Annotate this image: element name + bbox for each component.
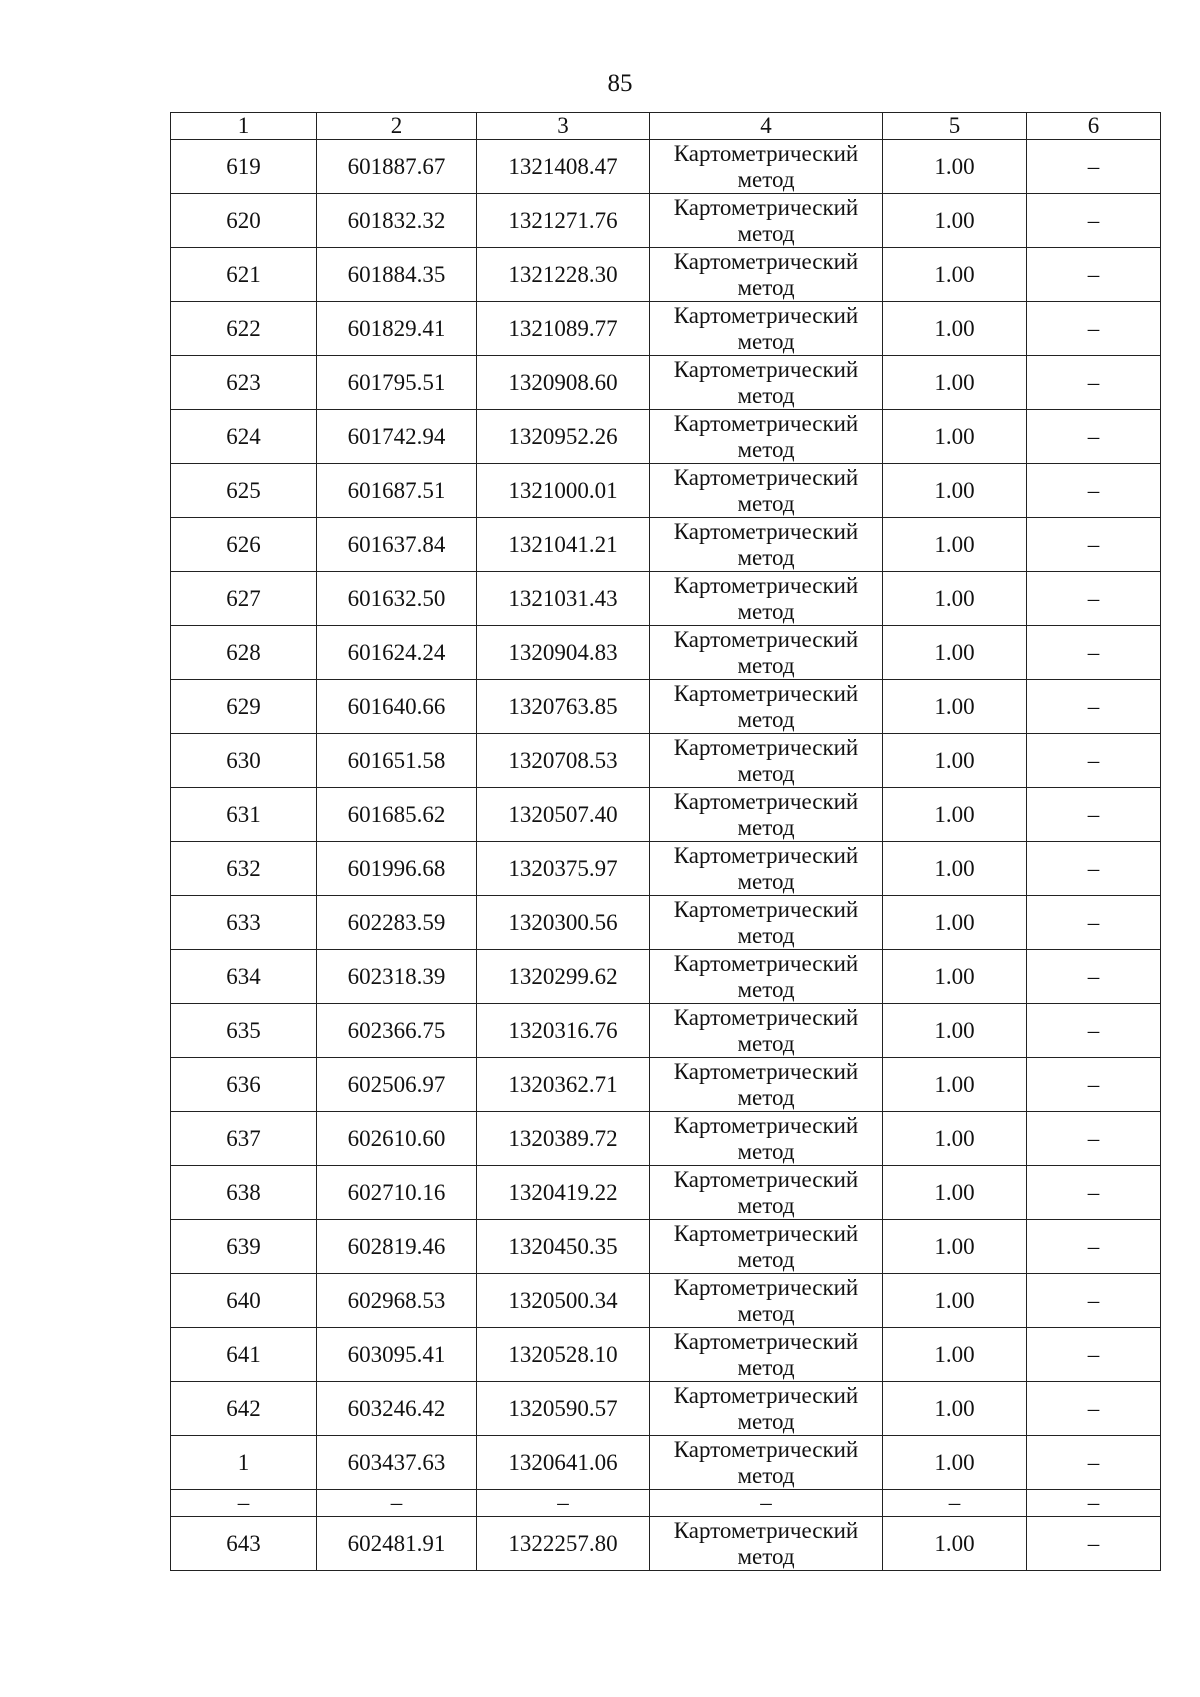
accuracy-cell: 1.00 [883, 896, 1027, 950]
y-coordinate-cell: 1320362.71 [477, 1058, 650, 1112]
y-coordinate-cell: 1321408.47 [477, 140, 650, 194]
accuracy-cell: 1.00 [883, 1328, 1027, 1382]
table-row [171, 788, 1161, 842]
note-cell: – [1027, 1058, 1161, 1112]
method-line1: Картометрический [673, 1004, 859, 1030]
x-coordinate-cell: 601829.41 [317, 302, 477, 356]
method-line2: метод [737, 1462, 795, 1488]
note-cell: – [1027, 410, 1161, 464]
table-row [171, 1382, 1161, 1436]
table-row [171, 1166, 1161, 1220]
y-coordinate-cell: 1320952.26 [477, 410, 650, 464]
method-line2: метод [737, 382, 795, 408]
method-line2: метод [737, 328, 795, 354]
method-cell [650, 1058, 883, 1112]
table-row [171, 680, 1161, 734]
point-number-cell: 630 [171, 734, 317, 788]
method-line2: метод [737, 976, 795, 1002]
y-coordinate-cell: 1320299.62 [477, 950, 650, 1004]
method-line2: метод [737, 436, 795, 462]
method-cell [650, 896, 883, 950]
y-coordinate-cell: 1321271.76 [477, 194, 650, 248]
table-row [171, 140, 1161, 194]
y-coordinate-cell: 1320708.53 [477, 734, 650, 788]
method-line1: Картометрический [673, 950, 859, 976]
accuracy-cell: 1.00 [883, 572, 1027, 626]
accuracy-cell: 1.00 [883, 1382, 1027, 1436]
method-line2: метод [737, 760, 795, 786]
table-row [171, 842, 1161, 896]
note-cell: – [1027, 140, 1161, 194]
header-cell: 6 [1027, 113, 1161, 140]
method-line2: метод [737, 1354, 795, 1380]
note-cell: – [1027, 1166, 1161, 1220]
accuracy-cell: 1.00 [883, 1112, 1027, 1166]
method-line1: Картометрический [673, 194, 859, 220]
method-line2: метод [737, 544, 795, 570]
x-coordinate-cell: 601996.68 [317, 842, 477, 896]
method-cell [650, 1166, 883, 1220]
point-number-cell: 1 [171, 1436, 317, 1490]
accuracy-cell: 1.00 [883, 464, 1027, 518]
x-coordinate-cell: 601687.51 [317, 464, 477, 518]
method-line1: Картометрический [673, 734, 859, 760]
note-cell: – [1027, 788, 1161, 842]
table-row [171, 626, 1161, 680]
table-row [171, 194, 1161, 248]
point-number-cell: 624 [171, 410, 317, 464]
note-cell: – [1027, 1436, 1161, 1490]
note-cell: – [1027, 896, 1161, 950]
header-cell: 4 [650, 113, 883, 140]
method-line2: метод [737, 922, 795, 948]
point-number-cell: 636 [171, 1058, 317, 1112]
method-line1: Картометрический [673, 680, 859, 706]
point-number-cell: 633 [171, 896, 317, 950]
y-coordinate-cell: 1320908.60 [477, 356, 650, 410]
method-line1: Картометрический [673, 302, 859, 328]
method-line2: метод [737, 274, 795, 300]
note-cell: – [1027, 1517, 1161, 1571]
point-number-cell: 627 [171, 572, 317, 626]
method-cell [650, 518, 883, 572]
method-line2: метод [737, 1030, 795, 1056]
method-cell [650, 788, 883, 842]
table-row [171, 464, 1161, 518]
x-coordinate-cell: 601637.84 [317, 518, 477, 572]
accuracy-cell: 1.00 [883, 194, 1027, 248]
accuracy-cell: 1.00 [883, 1058, 1027, 1112]
point-number-cell: 628 [171, 626, 317, 680]
method-line1: Картометрический [673, 410, 859, 436]
method-cell [650, 680, 883, 734]
note-cell: – [1027, 1220, 1161, 1274]
method-line1: Картометрический [673, 1328, 859, 1354]
method-line1: Картометрический [673, 1112, 859, 1138]
accuracy-cell: 1.00 [883, 1166, 1027, 1220]
point-number-cell: 635 [171, 1004, 317, 1058]
accuracy-cell: 1.00 [883, 1274, 1027, 1328]
method-line1: Картометрический [673, 572, 859, 598]
method-cell [650, 1382, 883, 1436]
table-row [171, 518, 1161, 572]
point-number-cell: 620 [171, 194, 317, 248]
header-cell: 2 [317, 113, 477, 140]
coordinates-table [170, 112, 1161, 1571]
x-coordinate-cell: 601742.94 [317, 410, 477, 464]
method-line2: метод [737, 166, 795, 192]
method-line1: Картометрический [673, 626, 859, 652]
method-line2: метод [737, 706, 795, 732]
method-line1: Картометрический [673, 248, 859, 274]
method-cell [650, 356, 883, 410]
method-line1: Картометрический [673, 1220, 859, 1246]
note-cell: – [1027, 194, 1161, 248]
table-row [171, 1328, 1161, 1382]
note-cell: – [1027, 464, 1161, 518]
method-line1: Картометрический [673, 1436, 859, 1462]
accuracy-cell: 1.00 [883, 356, 1027, 410]
point-number-cell: 639 [171, 1220, 317, 1274]
method-cell [650, 1517, 883, 1571]
point-number-cell: 625 [171, 464, 317, 518]
method-line1: Картометрический [673, 1274, 859, 1300]
separator-cell: – [477, 1490, 650, 1517]
accuracy-cell: 1.00 [883, 518, 1027, 572]
table-row [171, 734, 1161, 788]
table-row [171, 950, 1161, 1004]
separator-cell: – [1027, 1490, 1161, 1517]
x-coordinate-cell: 602318.39 [317, 950, 477, 1004]
note-cell: – [1027, 1112, 1161, 1166]
point-number-cell: 619 [171, 140, 317, 194]
separator-cell: – [317, 1490, 477, 1517]
x-coordinate-cell: 602710.16 [317, 1166, 477, 1220]
method-cell [650, 1436, 883, 1490]
method-cell [650, 302, 883, 356]
x-coordinate-cell: 601884.35 [317, 248, 477, 302]
header-cell: 5 [883, 113, 1027, 140]
accuracy-cell: 1.00 [883, 140, 1027, 194]
note-cell: – [1027, 626, 1161, 680]
y-coordinate-cell: 1320450.35 [477, 1220, 650, 1274]
method-line2: метод [737, 1408, 795, 1434]
accuracy-cell: 1.00 [883, 248, 1027, 302]
note-cell: – [1027, 572, 1161, 626]
point-number-cell: 623 [171, 356, 317, 410]
method-line1: Картометрический [673, 356, 859, 382]
method-line2: метод [737, 598, 795, 624]
method-cell [650, 140, 883, 194]
method-cell [650, 1004, 883, 1058]
method-cell [650, 410, 883, 464]
point-number-cell: 631 [171, 788, 317, 842]
y-coordinate-cell: 1321000.01 [477, 464, 650, 518]
method-cell [650, 194, 883, 248]
point-number-cell: 643 [171, 1517, 317, 1571]
accuracy-cell: 1.00 [883, 1517, 1027, 1571]
separator-cell: – [650, 1490, 883, 1517]
note-cell: – [1027, 518, 1161, 572]
y-coordinate-cell: 1320904.83 [477, 626, 650, 680]
method-line2: метод [737, 868, 795, 894]
method-line2: метод [737, 1300, 795, 1326]
y-coordinate-cell: 1321031.43 [477, 572, 650, 626]
point-number-cell: 626 [171, 518, 317, 572]
note-cell: – [1027, 248, 1161, 302]
x-coordinate-cell: 601795.51 [317, 356, 477, 410]
method-line2: метод [737, 1192, 795, 1218]
x-coordinate-cell: 601632.50 [317, 572, 477, 626]
method-cell [650, 626, 883, 680]
method-line1: Картометрический [673, 842, 859, 868]
y-coordinate-cell: 1320389.72 [477, 1112, 650, 1166]
note-cell: – [1027, 842, 1161, 896]
y-coordinate-cell: 1321089.77 [477, 302, 650, 356]
y-coordinate-cell: 1320419.22 [477, 1166, 650, 1220]
point-number-cell: 641 [171, 1328, 317, 1382]
method-cell [650, 1328, 883, 1382]
method-line1: Картометрический [673, 788, 859, 814]
table-row [171, 302, 1161, 356]
note-cell: – [1027, 1004, 1161, 1058]
method-line2: метод [737, 814, 795, 840]
y-coordinate-cell: 1320763.85 [477, 680, 650, 734]
note-cell: – [1027, 1328, 1161, 1382]
y-coordinate-cell: 1321228.30 [477, 248, 650, 302]
method-cell [650, 1220, 883, 1274]
page-number: 85 [607, 70, 633, 97]
note-cell: – [1027, 950, 1161, 1004]
x-coordinate-cell: 602819.46 [317, 1220, 477, 1274]
method-line1: Картометрический [673, 1058, 859, 1084]
point-number-cell: 622 [171, 302, 317, 356]
x-coordinate-cell: 602506.97 [317, 1058, 477, 1112]
table-row [171, 896, 1161, 950]
point-number-cell: 629 [171, 680, 317, 734]
x-coordinate-cell: 601624.24 [317, 626, 477, 680]
method-line1: Картометрический [673, 1517, 859, 1543]
x-coordinate-cell: 602481.91 [317, 1517, 477, 1571]
method-cell [650, 1112, 883, 1166]
header-cell: 1 [171, 113, 317, 140]
y-coordinate-cell: 1320641.06 [477, 1436, 650, 1490]
accuracy-cell: 1.00 [883, 1220, 1027, 1274]
x-coordinate-cell: 601832.32 [317, 194, 477, 248]
note-cell: – [1027, 302, 1161, 356]
point-number-cell: 638 [171, 1166, 317, 1220]
table-row [171, 1058, 1161, 1112]
note-cell: – [1027, 680, 1161, 734]
header-cell: 3 [477, 113, 650, 140]
separator-cell: – [171, 1490, 317, 1517]
point-number-cell: 642 [171, 1382, 317, 1436]
note-cell: – [1027, 1382, 1161, 1436]
accuracy-cell: 1.00 [883, 842, 1027, 896]
accuracy-cell: 1.00 [883, 1004, 1027, 1058]
x-coordinate-cell: 601651.58 [317, 734, 477, 788]
point-number-cell: 621 [171, 248, 317, 302]
method-line2: метод [737, 1543, 795, 1569]
table-row [171, 1112, 1161, 1166]
accuracy-cell: 1.00 [883, 410, 1027, 464]
y-coordinate-cell: 1321041.21 [477, 518, 650, 572]
y-coordinate-cell: 1320316.76 [477, 1004, 650, 1058]
method-line1: Картометрический [673, 1166, 859, 1192]
note-cell: – [1027, 356, 1161, 410]
method-line1: Картометрический [673, 896, 859, 922]
separator-cell: – [883, 1490, 1027, 1517]
method-line2: метод [737, 220, 795, 246]
y-coordinate-cell: 1320590.57 [477, 1382, 650, 1436]
method-line1: Картометрический [673, 464, 859, 490]
separator-row [171, 1490, 1161, 1517]
accuracy-cell: 1.00 [883, 1436, 1027, 1490]
point-number-cell: 637 [171, 1112, 317, 1166]
accuracy-cell: 1.00 [883, 788, 1027, 842]
table-row [171, 1274, 1161, 1328]
accuracy-cell: 1.00 [883, 626, 1027, 680]
method-line2: метод [737, 1138, 795, 1164]
table-row [171, 1220, 1161, 1274]
x-coordinate-cell: 602610.60 [317, 1112, 477, 1166]
y-coordinate-cell: 1320528.10 [477, 1328, 650, 1382]
y-coordinate-cell: 1320300.56 [477, 896, 650, 950]
x-coordinate-cell: 601640.66 [317, 680, 477, 734]
accuracy-cell: 1.00 [883, 734, 1027, 788]
table-row [171, 1004, 1161, 1058]
x-coordinate-cell: 602968.53 [317, 1274, 477, 1328]
y-coordinate-cell: 1320375.97 [477, 842, 650, 896]
table-row [171, 248, 1161, 302]
method-line2: метод [737, 490, 795, 516]
x-coordinate-cell: 603437.63 [317, 1436, 477, 1490]
x-coordinate-cell: 601685.62 [317, 788, 477, 842]
y-coordinate-cell: 1322257.80 [477, 1517, 650, 1571]
x-coordinate-cell: 603095.41 [317, 1328, 477, 1382]
x-coordinate-cell: 601887.67 [317, 140, 477, 194]
table-header-row [171, 113, 1161, 140]
x-coordinate-cell: 603246.42 [317, 1382, 477, 1436]
method-cell [650, 464, 883, 518]
method-line2: метод [737, 1084, 795, 1110]
table-row [171, 410, 1161, 464]
method-line1: Картометрический [673, 518, 859, 544]
method-cell [650, 842, 883, 896]
accuracy-cell: 1.00 [883, 680, 1027, 734]
note-cell: – [1027, 1274, 1161, 1328]
method-line2: метод [737, 1246, 795, 1272]
method-line2: метод [737, 652, 795, 678]
method-cell [650, 950, 883, 1004]
table-row [171, 572, 1161, 626]
method-cell [650, 248, 883, 302]
accuracy-cell: 1.00 [883, 302, 1027, 356]
method-line1: Картометрический [673, 1382, 859, 1408]
accuracy-cell: 1.00 [883, 950, 1027, 1004]
point-number-cell: 632 [171, 842, 317, 896]
point-number-cell: 640 [171, 1274, 317, 1328]
point-number-cell: 634 [171, 950, 317, 1004]
y-coordinate-cell: 1320500.34 [477, 1274, 650, 1328]
method-cell [650, 572, 883, 626]
method-cell [650, 734, 883, 788]
method-line1: Картометрический [673, 140, 859, 166]
note-cell: – [1027, 734, 1161, 788]
x-coordinate-cell: 602283.59 [317, 896, 477, 950]
method-cell [650, 1274, 883, 1328]
y-coordinate-cell: 1320507.40 [477, 788, 650, 842]
table-row [171, 1436, 1161, 1490]
table-row [171, 1517, 1161, 1571]
table-row [171, 356, 1161, 410]
x-coordinate-cell: 602366.75 [317, 1004, 477, 1058]
